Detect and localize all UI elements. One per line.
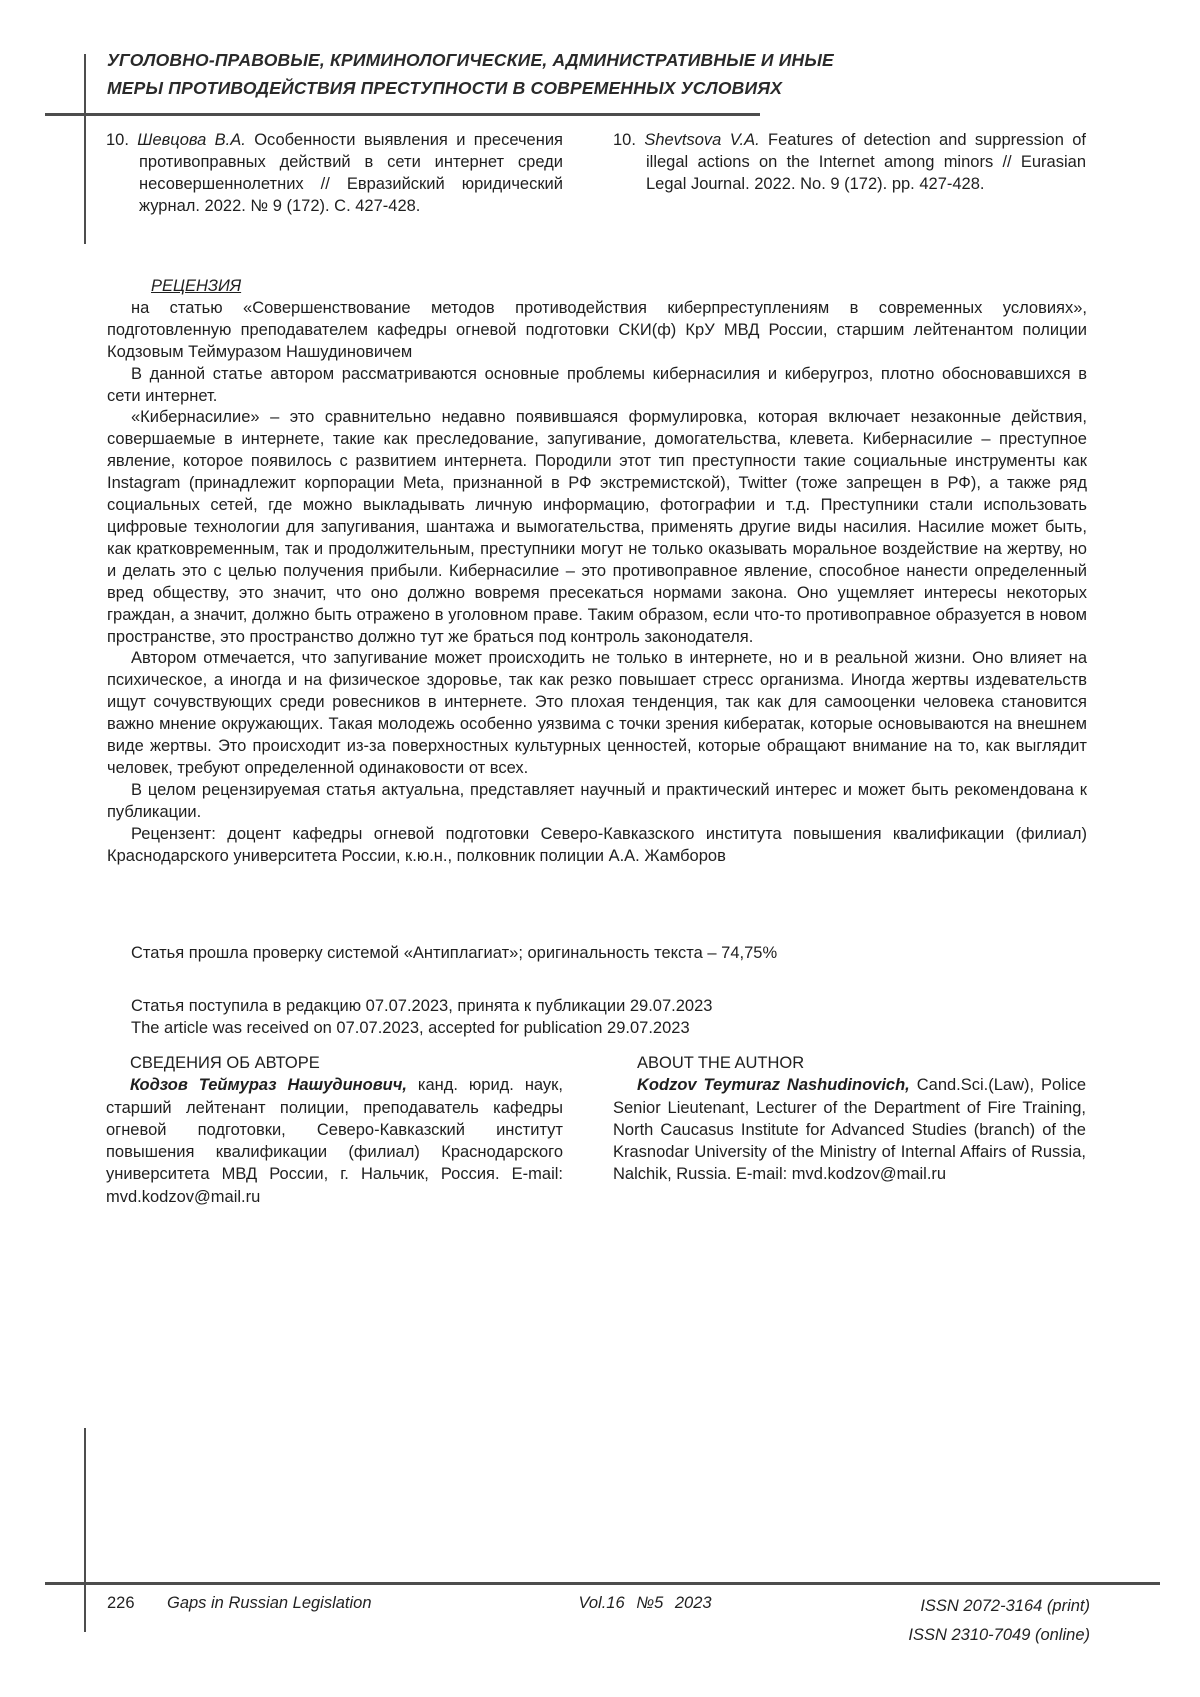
reference-item-en — [613, 129, 1086, 195]
author-name-en: Kodzov Teymuraz Nashudinovich, — [637, 1076, 910, 1095]
received-date-russian: Статья поступила в редакцию 07.07.2023, принята к публикации 29.07.2023 — [131, 997, 713, 1015]
section-header-line1: УГОЛОВНО-ПРАВОВЫЕ, КРИМИНОЛОГИЧЕСКИЕ, АДМИНИСТРАТИВНЫЕ И ИНЫЕ — [107, 50, 834, 70]
review-paragraph: В целом рецензируемая статья актуальна, представляет научный и практический интерес и может быть рекомендована к публикации. — [107, 780, 1087, 821]
review-paragraph: «Кибернасилие» – это сравнительно недавно появившаяся формулировка, которая включает незаконные действия, совершаемые в интернете, такие как преследование, запугивание, домогательства, клевета. Кибернасилие – преступное явление, которое появилось с развитием интернета. Породили этот тип преступности такие социальные инструменты как Instagram (принадлежит корпорации Meta, признанной в РФ экстремистской), Twitter (тоже запрещен в РФ), а также ряд социальных сетей, где можно выкладывать личную информацию, фотографии и т.д. Преступники стали использовать цифровые технологии для запугивания, шантажа и вымогательства, применять другие виды насилия. Насилие может быть, как кратковременным, так и продолжительным, преступники могут не только оказывать моральное воздействие на жертву, но и делать это с целью получения прибыли. Кибернасилие – это противоправное явление, способное нанести определенный вред обществу, это значит, что оно должно вовремя пресекаться нормами закона. Оно ущемляет интересы некоторых граждан, а значит, должно быть отражено в уголовном праве. Таким образом, если что-то противоправное образуется в новом пространстве, это пространство должно тут же браться под контроль законодателя. — [107, 408, 1087, 646]
reference-list-english — [613, 129, 1086, 195]
about-author-english — [613, 1052, 1086, 1186]
reference-item-ru — [106, 129, 563, 217]
journal-title: Gaps in Russian Legislation — [167, 1594, 372, 1612]
review-paragraph: Автором отмечается, что запугивание может происходить не только в интернете, но и в реальной жизни. Оно влияет на психическое, а иногда и на физическое здоровье, так как резко повышает стресс организма. Иногда жертвы издевательств ищут сочувствующих среди ровесников в интернете. Это плохая тенденция, так как для самооценки человека становится важно мнение окружающих. Такая молодежь особенно уязвима с точки зрения кибератак, которые основываются на внешнем виде жертвы. Это происходит из-за поверхностных культурных ценностей, которые обращают внимание на то, как выглядит человек, требуют определенной одинаковости от всех. — [107, 649, 1087, 777]
review-section — [107, 276, 1087, 867]
section-header — [107, 46, 1007, 102]
page-number: 226 — [107, 1594, 135, 1612]
volume-issue: Vol.16 №5 2023 — [578, 1594, 712, 1612]
about-author-heading-en: ABOUT THE AUTHOR — [637, 1054, 805, 1072]
author-details-ru: канд. юрид. наук, старший лейтенант полиции, преподаватель кафедры огневой подготовки, Северо-Кавказский институт повышения квалификации (филиал) Краснодарского университета МВД России, г. Нальчик, Россия. E-mail: mvd.kodzov@mail.ru — [106, 1076, 563, 1206]
issn-print: ISSN 2072-3164 (print) — [920, 1597, 1090, 1615]
reference-text: Особенности выявления и пресечения противоправных действий в сети интернет среди несовершеннолетних // Евразийский юридический журнал. 2022. № 9 (172). С. 427-428. — [139, 131, 563, 215]
author-details-en: Cand.Sci.(Law), Police Senior Lieutenant, Lecturer of the Department of Fire Training, North Caucasus Institute for Advanced Studies (branch) of the Krasnodar University of the Ministry of Internal Affairs of Russia, Nalchik, Russia. E-mail: mvd.kodzov@mail.ru — [613, 1076, 1086, 1184]
review-paragraph: на статью «Совершенствование методов противодействия киберпреступлениям в современных условиях», подготовленную преподавателем кафедры огневой подготовки СКИ(ф) КрУ МВД России, старшим лейтенантом полиции Кодзовым Теймуразом Нашудиновичем — [107, 298, 1087, 361]
review-title: РЕЦЕНЗИЯ — [151, 277, 242, 295]
antiplagiat-text: Статья прошла проверку системой «Антиплагиат»; оригинальность текста – 74,75% — [131, 944, 778, 962]
review-paragraph: В данной статье автором рассматриваются основные проблемы кибернасилия и киберугроз, плотно обосновавшихся в сети интернет. — [107, 364, 1087, 405]
about-author-body-en — [613, 1074, 1086, 1185]
issn-online: ISSN 2310-7049 (online) — [908, 1626, 1090, 1644]
footer-divider-rule — [45, 1582, 1160, 1585]
antiplagiat-note — [107, 942, 1087, 964]
left-vertical-rule-top — [84, 54, 86, 244]
received-date-english: The article was received on 07.07.2023, accepted for publication 29.07.2023 — [131, 1019, 690, 1037]
issn-block — [790, 1592, 1090, 1650]
about-author-body-ru — [106, 1074, 563, 1208]
reference-number: 10. — [106, 131, 129, 149]
reference-text: Features of detection and suppression of illegal actions on the Internet among minors // Eurasian Legal Journal. 2022. No. 9 (172). pp. 427-428. — [646, 131, 1086, 193]
about-author-russian — [106, 1052, 563, 1208]
header-divider-rule — [45, 113, 760, 116]
submission-dates — [107, 995, 1087, 1039]
reference-list-russian — [106, 129, 563, 217]
reference-author: Shevtsova V.A. — [644, 131, 760, 149]
left-vertical-rule-bottom — [84, 1428, 86, 1632]
reference-number: 10. — [613, 131, 636, 149]
author-name-ru: Кодзов Теймураз Нашудинович, — [130, 1076, 407, 1095]
review-paragraph: Рецензент: доцент кафедры огневой подготовки Северо-Кавказского института повышения квалификации (филиал) Краснодарского университета России, к.ю.н., полковник полиции А.А. Жамборов — [107, 824, 1087, 865]
section-header-line2: МЕРЫ ПРОТИВОДЕЙСТВИЯ ПРЕСТУПНОСТИ В СОВРЕМЕННЫХ УСЛОВИЯХ — [107, 78, 783, 98]
about-author-heading-ru: СВЕДЕНИЯ ОБ АВТОРЕ — [130, 1054, 320, 1072]
reference-author: Шевцова В.А. — [137, 131, 246, 149]
